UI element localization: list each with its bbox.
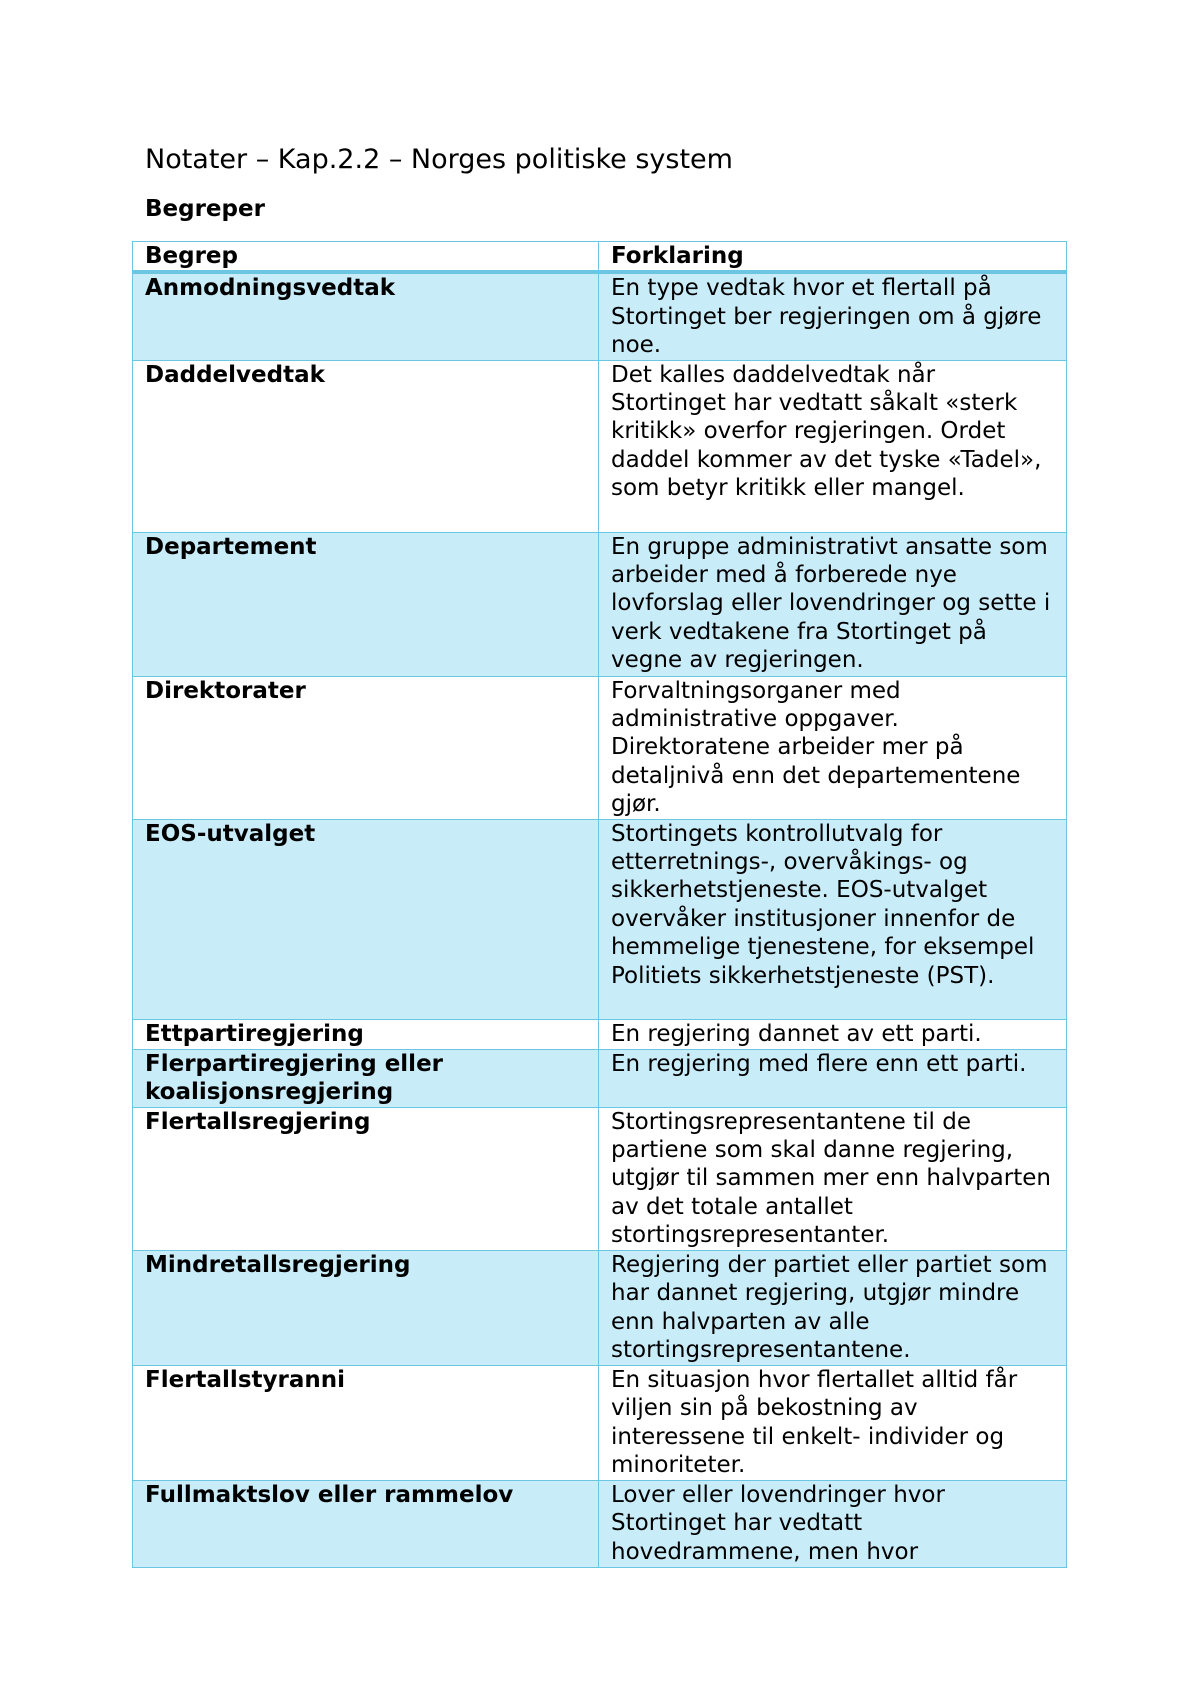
table-header-row — [133, 242, 1067, 273]
explanation-cell: En type vedtak hvor et flertall på Stortinget ber regjeringen om å gjøre noe. — [599, 272, 1067, 360]
header-explanation: Forklaring — [599, 242, 1067, 273]
term-cell: EOS-utvalget — [133, 819, 599, 1019]
explanation-cell: En regjering med flere enn ett parti. — [599, 1049, 1067, 1107]
explanation-cell: En gruppe administrativt ansatte som arbeider med å forberede nye lovforslag eller lovendringer og sette i verk vedtakene fra Stortinget på vegne av regjeringen. — [599, 532, 1067, 676]
explanation-cell: Regjering der partiet eller partiet som har dannet regjering, utgjør mindre enn halvparten av alle stortingsrepresentantene. — [599, 1250, 1067, 1365]
term-cell: Ettpartiregjering — [133, 1019, 599, 1049]
table-row — [133, 1250, 1067, 1365]
table-row — [133, 1049, 1067, 1107]
document-title: Notater – Kap.2.2 – Norges politiske system — [145, 144, 733, 175]
table-row — [133, 1480, 1067, 1567]
explanation-cell: Det kalles daddelvedtak når Stortinget har vedtatt såkalt «sterk kritikk» overfor regjeringen. Ordet daddel kommer av det tyske «Tadel», som betyr kritikk eller mangel. — [599, 360, 1067, 532]
table-row — [133, 1107, 1067, 1250]
terms-table — [132, 241, 1067, 1568]
term-cell: Flertallstyranni — [133, 1365, 599, 1480]
explanation-cell: Lover eller lovendringer hvor Stortinget har vedtatt hovedrammene, men hvor — [599, 1480, 1067, 1567]
explanation-cell: Forvaltningsorganer med administrative oppgaver. Direktoratene arbeider mer på detaljnivå enn det departementene gjør. — [599, 676, 1067, 819]
explanation-cell: En regjering dannet av ett parti. — [599, 1019, 1067, 1049]
table-row — [133, 1019, 1067, 1049]
term-cell: Flertallsregjering — [133, 1107, 599, 1250]
table-row — [133, 1365, 1067, 1480]
table-row — [133, 360, 1067, 532]
table-row — [133, 272, 1067, 360]
section-heading: Begreper — [145, 196, 265, 222]
term-cell: Mindretallsregjering — [133, 1250, 599, 1365]
term-cell: Departement — [133, 532, 599, 676]
term-cell: Daddelvedtak — [133, 360, 599, 532]
explanation-cell: Stortingets kontrollutvalg for etterretnings-, overvåkings- og sikkerhetstjeneste. EOS-utvalget overvåker institusjoner innenfor de hemmelige tjenestene, for eksempel Politiets sikkerhetstjeneste (PST). — [599, 819, 1067, 1019]
table-row — [133, 532, 1067, 676]
header-term: Begrep — [133, 242, 599, 273]
term-cell: Anmodningsvedtak — [133, 272, 599, 360]
term-cell: Direktorater — [133, 676, 599, 819]
term-cell: Flerpartiregjering eller koalisjonsregjering — [133, 1049, 599, 1107]
explanation-cell: En situasjon hvor flertallet alltid får viljen sin på bekostning av interessene til enkelt- individer og minoriteter. — [599, 1365, 1067, 1480]
table-row — [133, 819, 1067, 1019]
table-row — [133, 676, 1067, 819]
explanation-cell: Stortingsrepresentantene til de partiene som skal danne regjering, utgjør til sammen mer enn halvparten av det totale antallet stortingsrepresentanter. — [599, 1107, 1067, 1250]
term-cell: Fullmaktslov eller rammelov — [133, 1480, 599, 1567]
